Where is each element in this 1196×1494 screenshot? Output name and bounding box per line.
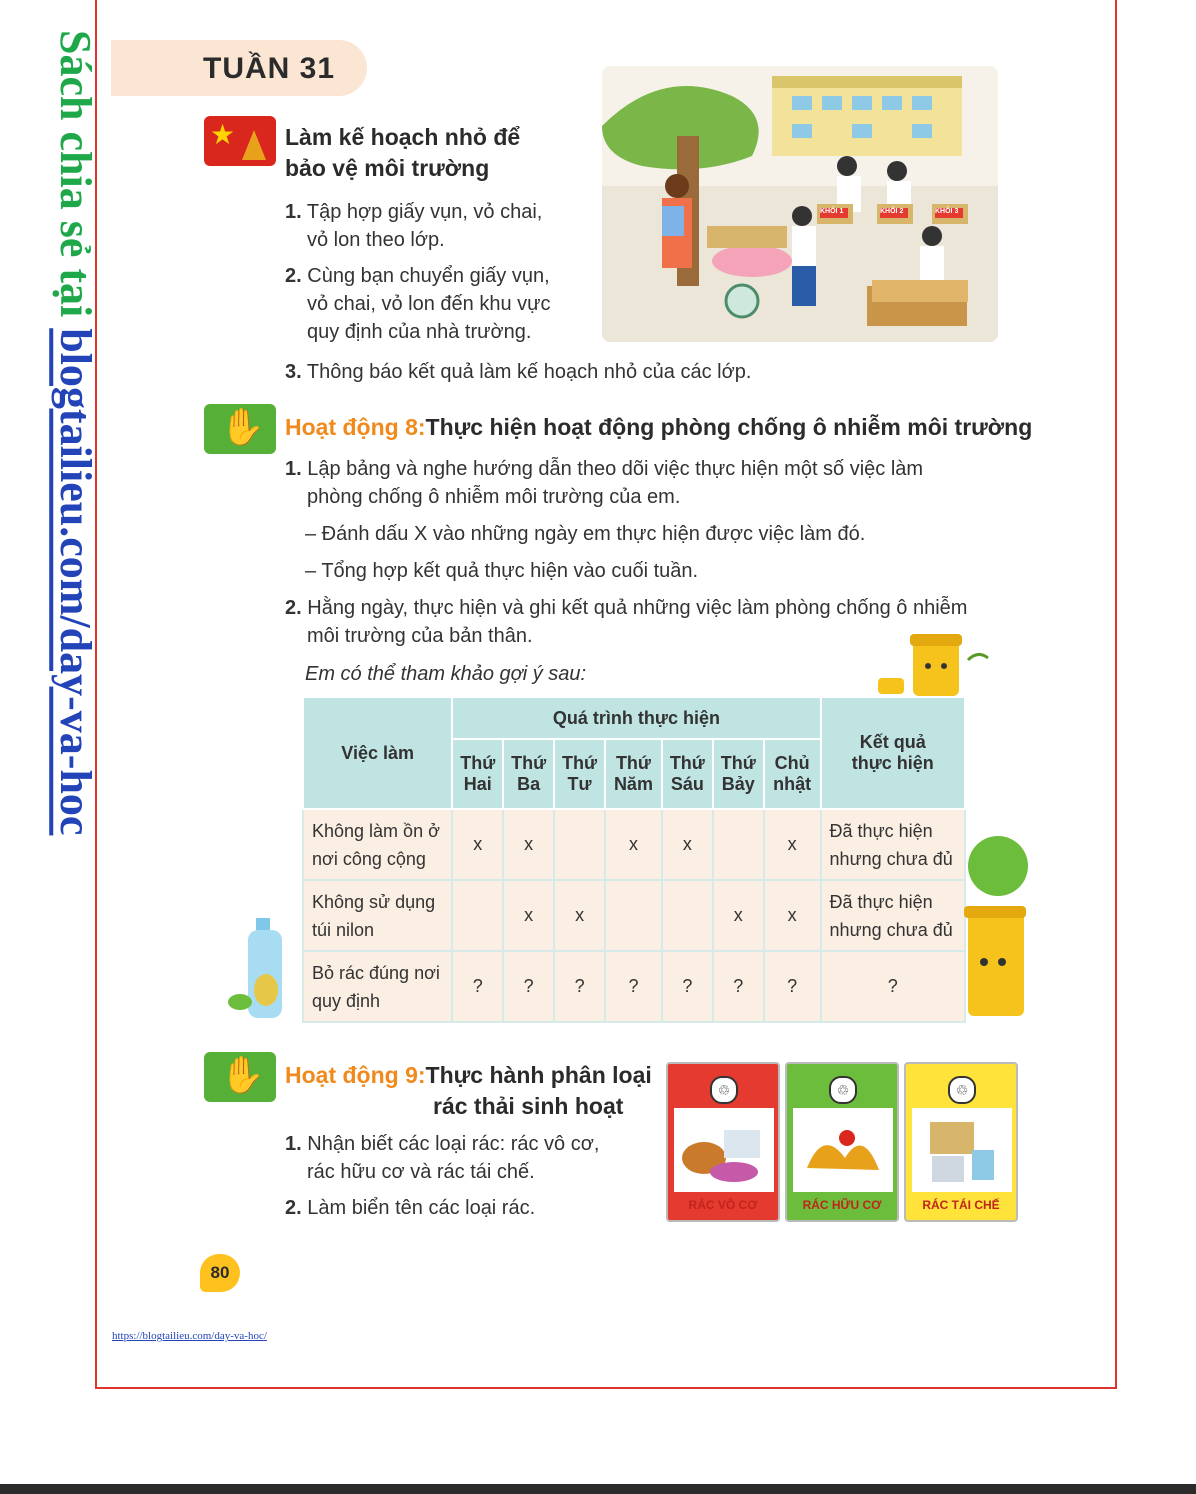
side-watermark-link[interactable]: blogtailieu.com/day-va-hoc xyxy=(51,328,100,836)
result-line: Đã thực hiện xyxy=(829,891,933,912)
mark-cell: x xyxy=(503,880,554,951)
bottom-bar xyxy=(0,1484,1196,1494)
mark-cell: x xyxy=(713,880,764,951)
card-label: RÁC TÁI CHẾ xyxy=(922,1198,1000,1212)
activity8-title: Thực hiện hoạt động phòng chống ô nhiễm môi trường xyxy=(425,414,1033,440)
mark-cell: ? xyxy=(662,951,713,1022)
header-result-line1: Kết quả xyxy=(859,732,926,752)
illus-label-1: KHỐI 1 xyxy=(820,208,844,215)
item-text: phòng chống ô nhiễm môi trường của em. xyxy=(307,486,681,508)
item-text: Lập bảng và nghe hướng dẫn theo dõi việc thực hiện một số việc làm xyxy=(307,458,924,480)
task-line: quy định xyxy=(312,990,381,1011)
mark-cell: ? xyxy=(452,951,503,1022)
plastic-bottle-icon xyxy=(226,910,304,1022)
day-line: Sáu xyxy=(670,774,704,794)
mark-cell: x xyxy=(605,809,662,880)
header-task: Việc làm xyxy=(303,697,452,809)
day-line: Chủ xyxy=(774,753,810,773)
card-inorganic-waste xyxy=(666,1062,780,1222)
day-line: Hai xyxy=(463,774,492,794)
item-number: 2. xyxy=(285,265,302,287)
day-line: Thứ xyxy=(669,753,705,773)
mark-cell: x xyxy=(662,809,713,880)
mark-cell xyxy=(554,809,605,880)
page-number-badge xyxy=(200,1254,240,1292)
result-line: Đã thực hiện xyxy=(829,820,933,841)
recycle-person-icon: ♲ xyxy=(710,1076,738,1104)
side-watermark-text xyxy=(50,30,100,835)
table-row xyxy=(303,880,965,951)
section1-item2 xyxy=(285,262,585,346)
item-number: 2. xyxy=(285,1197,302,1219)
mark-cell: x xyxy=(452,809,503,880)
progress-table xyxy=(302,696,966,1022)
side-watermark-prefix: Sách chia sẻ tại xyxy=(51,30,100,329)
activity8-heading xyxy=(285,412,1032,443)
section1-title-line2: bảo vệ môi trường xyxy=(285,155,490,181)
result-cell: ? xyxy=(821,951,965,1022)
item-text: rác hữu cơ và rác tái chế. xyxy=(307,1161,535,1183)
task-cell xyxy=(303,951,452,1022)
week-title: TUẦN 31 xyxy=(203,52,336,85)
illus-label-3: KHỐI 3 xyxy=(935,208,959,215)
mark-cell: x xyxy=(554,880,605,951)
star-icon: ★ xyxy=(210,119,236,150)
result-cell xyxy=(821,809,965,880)
item-text: vỏ lon theo lớp. xyxy=(307,229,445,251)
recycle-person-icon: ♲ xyxy=(829,1076,857,1104)
item-number: 2. xyxy=(285,597,302,619)
week-tab xyxy=(111,40,367,96)
day-line: Năm xyxy=(613,774,653,794)
tree-icon xyxy=(242,130,266,160)
activity8-hint: Em có thể tham khảo gợi ý sau: xyxy=(305,663,587,685)
inorganic-waste-image xyxy=(674,1108,774,1192)
card-label: RÁC HỮU CƠ xyxy=(802,1198,882,1212)
day-line: nhật xyxy=(773,774,812,794)
hand-glyph-icon: ✋ xyxy=(220,1054,265,1095)
task-cell xyxy=(303,809,452,880)
recyclable-waste-image xyxy=(912,1108,1012,1192)
school-cleanup-illustration xyxy=(602,66,998,342)
task-line: túi nilon xyxy=(312,919,375,940)
activity9-label: Hoạt động 9: xyxy=(285,1062,426,1088)
section1-title xyxy=(285,122,520,184)
activity9-heading xyxy=(285,1060,665,1122)
header-result-line2: thực hiện xyxy=(851,753,934,773)
activity9-title-line2: rác thải sinh hoạt xyxy=(433,1093,624,1119)
activity8-item1 xyxy=(285,455,1005,511)
mark-cell: ? xyxy=(713,951,764,1022)
table-row xyxy=(303,951,965,1022)
section1-item1 xyxy=(285,198,585,254)
section1-title-line1: Làm kế hoạch nhỏ để xyxy=(285,124,521,150)
mark-cell: x xyxy=(764,809,821,880)
header-day xyxy=(764,739,821,809)
day-line: Thứ xyxy=(562,753,598,773)
card-recyclable-waste xyxy=(904,1062,1018,1222)
task-cell xyxy=(303,880,452,951)
day-line: Tư xyxy=(567,774,592,794)
footer-link[interactable]: https://blogtailieu.com/day-va-hoc/ xyxy=(112,1330,267,1342)
item-text: Làm biển tên các loại rác. xyxy=(307,1197,536,1219)
item-number: 1. xyxy=(285,1133,302,1155)
day-line: Thứ xyxy=(615,753,651,773)
result-line: nhưng chưa đủ xyxy=(829,848,953,869)
activity9-title-line1: Thực hành phân loại xyxy=(425,1062,652,1088)
header-day xyxy=(605,739,662,809)
item-number: 1. xyxy=(285,458,302,480)
item-text: Tập hợp giấy vụn, vỏ chai, xyxy=(306,201,543,223)
result-line: nhưng chưa đủ xyxy=(829,919,953,940)
trash-bin-character-icon xyxy=(964,836,1038,1022)
mark-cell xyxy=(605,880,662,951)
header-day xyxy=(662,739,713,809)
mark-cell: ? xyxy=(554,951,605,1022)
mark-cell: x xyxy=(503,809,554,880)
item-number: 3. xyxy=(285,361,302,383)
day-line: Ba xyxy=(517,774,541,794)
task-line: Bỏ rác đúng nơi xyxy=(312,962,440,983)
item-text: Cùng bạn chuyển giấy vụn, xyxy=(307,265,550,287)
header-day xyxy=(503,739,554,809)
table-row xyxy=(303,809,965,880)
side-watermark xyxy=(50,30,100,1030)
hand-icon xyxy=(204,404,276,454)
day-line: Bảy xyxy=(721,774,755,794)
item-text: Hằng ngày, thực hiện và ghi kết quả những việc làm phòng chống ô nhiễm xyxy=(307,597,968,619)
day-line: Thứ xyxy=(460,753,496,773)
activity8-label: Hoạt động 8: xyxy=(285,414,426,440)
mark-cell: ? xyxy=(503,951,554,1022)
mark-cell xyxy=(713,809,764,880)
activity9-item2 xyxy=(285,1194,535,1222)
task-line: Không làm ồn ở xyxy=(312,820,440,841)
mark-cell: x xyxy=(764,880,821,951)
page-number: 80 xyxy=(210,1263,230,1282)
header-day xyxy=(554,739,605,809)
result-cell xyxy=(821,880,965,951)
header-result xyxy=(821,697,965,809)
section1-item3 xyxy=(285,358,885,386)
hand-glyph-icon: ✋ xyxy=(220,406,265,447)
header-day xyxy=(713,739,764,809)
hand-icon xyxy=(204,1052,276,1102)
item-text: Nhận biết các loại rác: rác vô cơ, xyxy=(307,1133,600,1155)
task-line: nơi công cộng xyxy=(312,848,426,869)
mark-cell: ? xyxy=(764,951,821,1022)
activity8-dash1: – Đánh dấu X vào những ngày em thực hiện được việc làm đó. xyxy=(305,523,866,545)
header-day xyxy=(452,739,503,809)
trash-bin-mascot-icon xyxy=(868,630,998,698)
day-line: Thứ xyxy=(720,753,756,773)
item-text: vỏ chai, vỏ lon đến khu vực xyxy=(307,293,551,315)
mark-cell: ? xyxy=(605,951,662,1022)
header-process: Quá trình thực hiện xyxy=(452,697,820,739)
item-number: 1. xyxy=(285,201,302,223)
activity9-item1 xyxy=(285,1130,665,1186)
organic-waste-image xyxy=(793,1108,893,1192)
mark-cell xyxy=(662,880,713,951)
card-organic-waste xyxy=(785,1062,899,1222)
illus-label-2: KHỐI 2 xyxy=(880,208,904,215)
flag-icon xyxy=(204,116,276,166)
activity8-dash2: – Tổng hợp kết quả thực hiện vào cuối tuần. xyxy=(305,560,699,582)
item-text: Thông báo kết quả làm kế hoạch nhỏ của các lớp. xyxy=(306,361,752,383)
recycle-person-icon: ♲ xyxy=(948,1076,976,1104)
item-text: môi trường của bản thân. xyxy=(307,625,533,647)
item-text: quy định của nhà trường. xyxy=(307,321,532,343)
day-line: Thứ xyxy=(511,753,547,773)
mark-cell xyxy=(452,880,503,951)
card-label: RÁC VÔ CƠ xyxy=(688,1198,758,1212)
task-line: Không sử dụng xyxy=(312,891,436,912)
progress-table-grid xyxy=(302,696,966,1023)
